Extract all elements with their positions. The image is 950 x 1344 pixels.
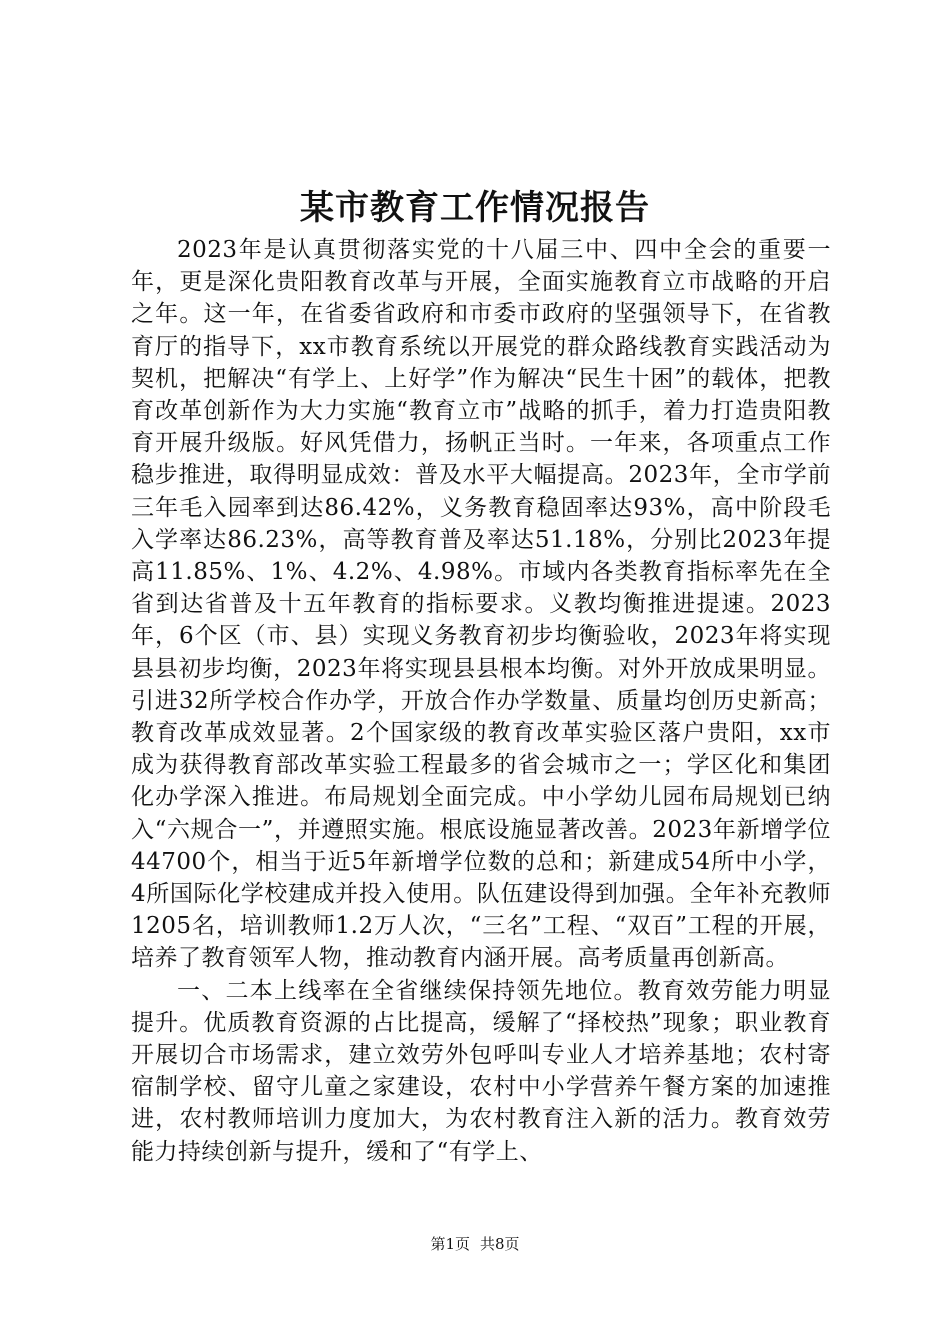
document-body [131,234,831,1168]
page-footer [0,1234,950,1254]
paragraph: 2023年是认真贯彻落实党的十八届三中、四中全会的重要一年，更是深化贵阳教育改革与开展，全面实施教育立市战略的开启之年。这一年，在省委省政府和市委市政府的坚强领导下，在省教育厅的指导下，xx市教育系统以开展党的群众路线教育实践活动为契机，把解决“有学上、上好学”作为解决“民生十困”的载体，把教育改革创新作为大力实施“教育立市”战略的抓手，着力打造贵阳教育开展升级版。好风凭借力，扬帆正当时。一年来，各项重点工作稳步推进，取得明显成效：普及水平大幅提高。2023年，全市学前三年毛入园率到达86.42%，义务教育稳固率达93%，高中阶段毛入学率达86.23%，高等教育普及率达51.18%，分别比2023年提高11.85%、1%、4.2%、4.98%。市域内各类教育指标率先在全省到达省普及十五年教育的指标要求。义教均衡推进提速。2023年，6个区（市、县）实现义务教育初步均衡验收，2023年将实现县县初步均衡，2023年将实现县县根本均衡。对外开放成果明显。引进32所学校合作办学，开放合作办学数量、质量均创历史新高；教育改革成效显著。2个国家级的教育改革实验区落户贵阳，xx市成为获得教育部改革实验工程最多的省会城市之一；学区化和集团化办学深入推进。布局规划全面完成。中小学幼儿园布局规划已纳入“六规合一”，并遵照实施。根底设施显著改善。2023年新增学位44700个，相当于近5年新增学位数的总和；新建成54所中小学，4所国际化学校建成并投入使用。队伍建设得到加强。全年补充教师1205名，培训教师1.2万人次，“三名”工程、“双百”工程的开展，培养了教育领军人物，推动教育内涵开展。高考质量再创新高。 [131,237,831,972]
paragraph: 一、二本上线率在全省继续保持领先地位。教育效劳能力明显提升。优质教育资源的占比提高，缓解了“择校热”现象；职业教育开展切合市场需求，建立效劳外包呼叫专业人才培养基地；农村寄宿制学校、留守儿童之家建设，农村中小学营养午餐方案的加速推进，农村教师培训力度加大，为农村教育注入新的活力。教育效劳能力持续创新与提升，缓和了“有学上、 [131,977,831,1165]
page-total: 共8页 [480,1235,520,1253]
document-title: 某市教育工作情况报告 [300,188,650,228]
page-number: 第1页 [430,1235,470,1253]
